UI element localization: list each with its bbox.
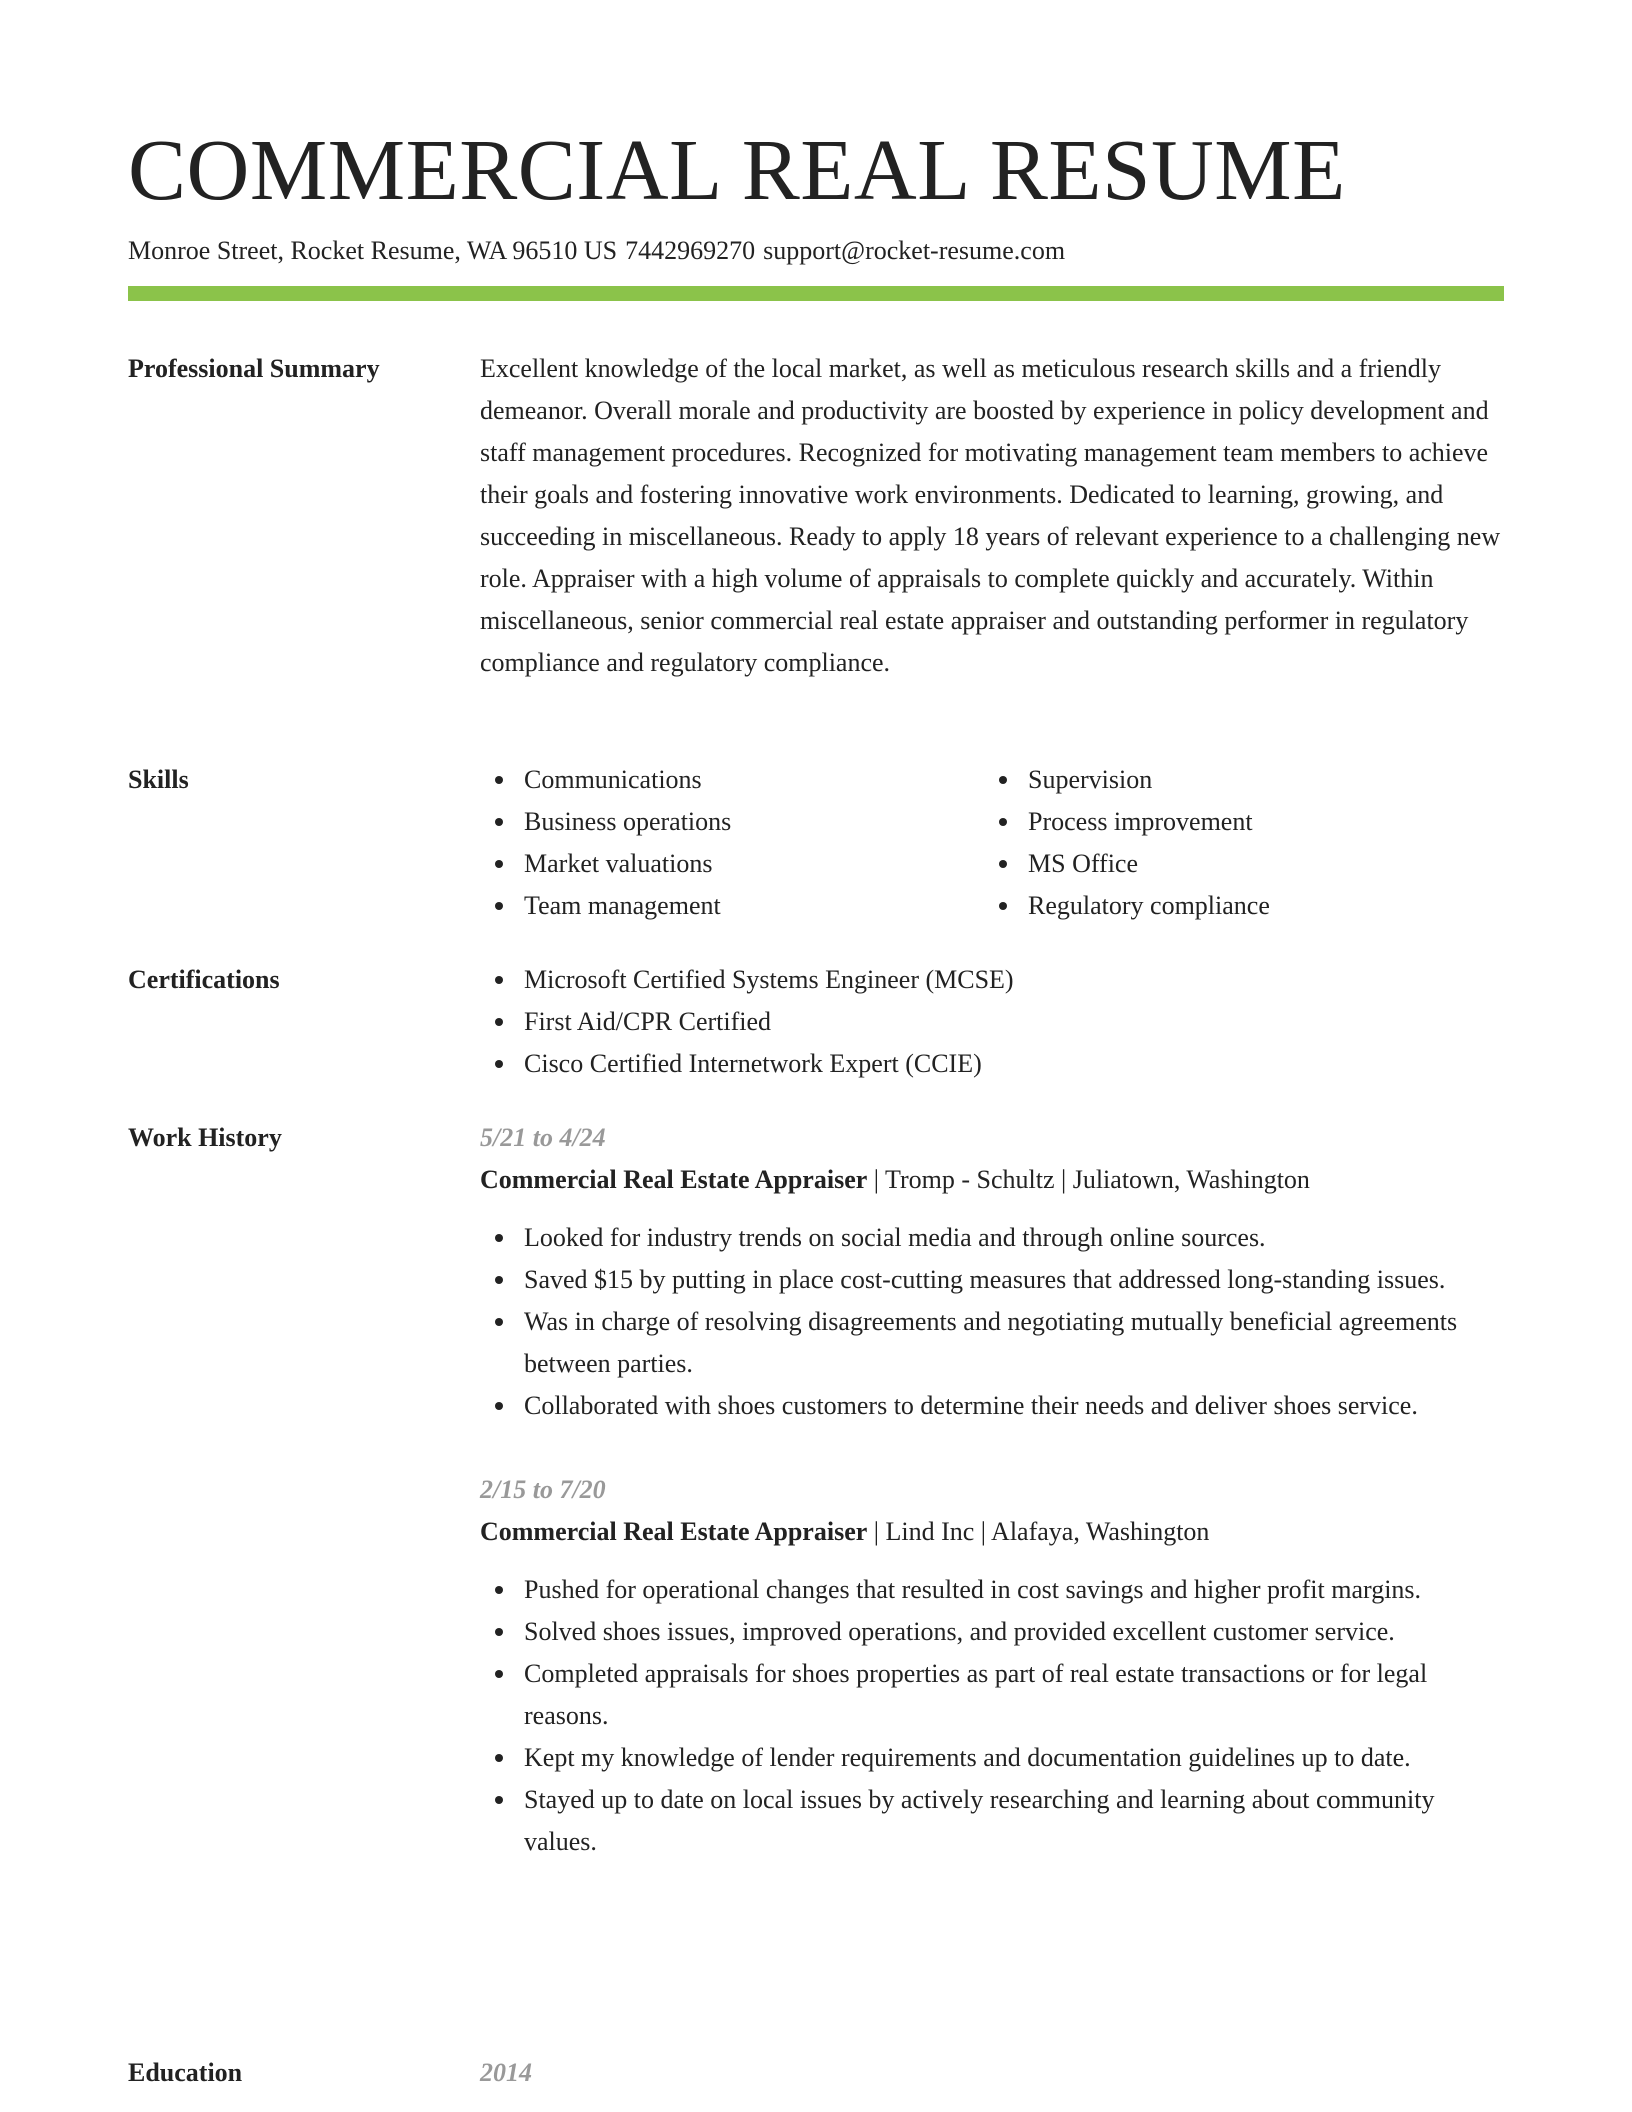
section-certifications	[128, 959, 1504, 1089]
job-duty: Saved $15 by putting in place cost-cutting measures that addressed long-standing issues.	[480, 1259, 1506, 1301]
skill-item: Supervision	[984, 759, 1488, 801]
bullet-icon	[495, 818, 503, 826]
job-duty: Completed appraisals for shoes properties as part of real estate transactions or for legal reasons.	[480, 1653, 1506, 1737]
job-duty: Looked for industry trends on social media and through online sources.	[480, 1217, 1506, 1259]
bullet-icon	[999, 818, 1007, 826]
job-title-line	[480, 1511, 1506, 1553]
bullet-icon	[495, 1060, 503, 1068]
bullet-icon	[495, 1796, 503, 1804]
bullet-icon	[495, 776, 503, 784]
section-title: Work History	[128, 1123, 282, 1152]
job-duty: Solved shoes issues, improved operations, and provided excellent customer service.	[480, 1611, 1506, 1653]
job-dates: 5/21 to 4/24	[480, 1123, 606, 1152]
skill-item: Business operations	[480, 801, 984, 843]
bullet-icon	[495, 1318, 503, 1326]
contact-phone: 7442969270	[625, 236, 756, 265]
bullet-icon	[495, 1234, 503, 1242]
bullet-icon	[999, 860, 1007, 868]
section-work-history	[128, 1117, 1504, 2017]
job-title-line	[480, 1159, 1506, 1201]
section-body	[480, 959, 1506, 1085]
header-accent-rule	[128, 286, 1504, 301]
bullet-icon	[999, 776, 1007, 784]
job-title: Commercial Real Estate Appraiser	[480, 1517, 868, 1546]
skill-item: Communications	[480, 759, 984, 801]
skill-item: Market valuations	[480, 843, 984, 885]
education-date: 2014	[480, 2058, 532, 2087]
section-title: Skills	[128, 765, 189, 794]
skills-list-left	[480, 759, 984, 927]
section-body	[480, 2052, 1506, 2094]
section-body	[480, 759, 1506, 927]
bullet-icon	[495, 1754, 503, 1762]
certification-item: First Aid/CPR Certified	[480, 1001, 1506, 1043]
resume-header	[128, 118, 1504, 268]
job-employer-location: | Lind Inc | Alafaya, Washington	[867, 1517, 1210, 1546]
bullet-icon	[495, 1670, 503, 1678]
certification-item: Cisco Certified Internetwork Expert (CCIE)	[480, 1043, 1506, 1085]
section-body	[480, 348, 1506, 684]
job-duties-list	[480, 1217, 1506, 1427]
summary-text: Excellent knowledge of the local market, as well as meticulous research skills and a friendly demeanor. Overall morale and productivity are boosted by experience in policy development and staff management procedures. Recognized for motivating management team members to achieve their goals and fostering innovative work environments. Dedicated to learning, growing, and succeeding in miscellaneous. Ready to apply 18 years of relevant experience to a challenging new role. Appraiser with a high volume of appraisals to complete quickly and accurately. Within miscellaneous, senior commercial real estate appraiser and outstanding performer in regulatory compliance and regulatory compliance.	[480, 354, 1501, 677]
section-title: Professional Summary	[128, 354, 380, 383]
bullet-icon	[999, 902, 1007, 910]
section-title: Certifications	[128, 965, 280, 994]
bullet-icon	[495, 1276, 503, 1284]
job-dates: 2/15 to 7/20	[480, 1475, 606, 1504]
bullet-icon	[495, 1628, 503, 1636]
bullet-icon	[495, 1402, 503, 1410]
job-duty: Kept my knowledge of lender requirements and documentation guidelines up to date.	[480, 1737, 1506, 1779]
job-entry	[480, 1117, 1506, 1427]
bullet-icon	[495, 1586, 503, 1594]
certification-item: Microsoft Certified Systems Engineer (MCSE)	[480, 959, 1506, 1001]
section-education	[128, 2052, 1504, 2112]
job-duties-list	[480, 1569, 1506, 1863]
bullet-icon	[495, 1018, 503, 1026]
job-duty: Stayed up to date on local issues by actively researching and learning about community values.	[480, 1779, 1506, 1863]
skill-item: Regulatory compliance	[984, 885, 1488, 927]
skills-list-right	[984, 759, 1488, 927]
job-duty: Collaborated with shoes customers to determine their needs and deliver shoes service.	[480, 1385, 1506, 1427]
job-title: Commercial Real Estate Appraiser	[480, 1165, 868, 1194]
section-skills	[128, 759, 1504, 939]
job-employer-location: | Tromp - Schultz | Juliatown, Washington	[867, 1165, 1310, 1194]
skill-item: Team management	[480, 885, 984, 927]
section-body	[480, 1117, 1506, 1863]
bullet-icon	[495, 976, 503, 984]
skill-item: MS Office	[984, 843, 1488, 885]
section-professional-summary	[128, 348, 1504, 738]
bullet-icon	[495, 860, 503, 868]
certifications-list	[480, 959, 1506, 1085]
contact-address: Monroe Street, Rocket Resume, WA 96510 US	[128, 236, 618, 265]
contact-email: support@rocket-resume.com	[763, 236, 1066, 265]
bullet-icon	[495, 902, 503, 910]
job-duty: Pushed for operational changes that resulted in cost savings and higher profit margins.	[480, 1569, 1506, 1611]
contact-line	[128, 234, 1504, 268]
candidate-name: COMMERCIAL REAL RESUME	[128, 121, 1346, 218]
job-duty: Was in charge of resolving disagreements and negotiating mutually beneficial agreements between parties.	[480, 1301, 1506, 1385]
skill-item: Process improvement	[984, 801, 1488, 843]
job-entry	[480, 1469, 1506, 1863]
section-title: Education	[128, 2058, 243, 2087]
skills-columns	[480, 759, 1506, 927]
